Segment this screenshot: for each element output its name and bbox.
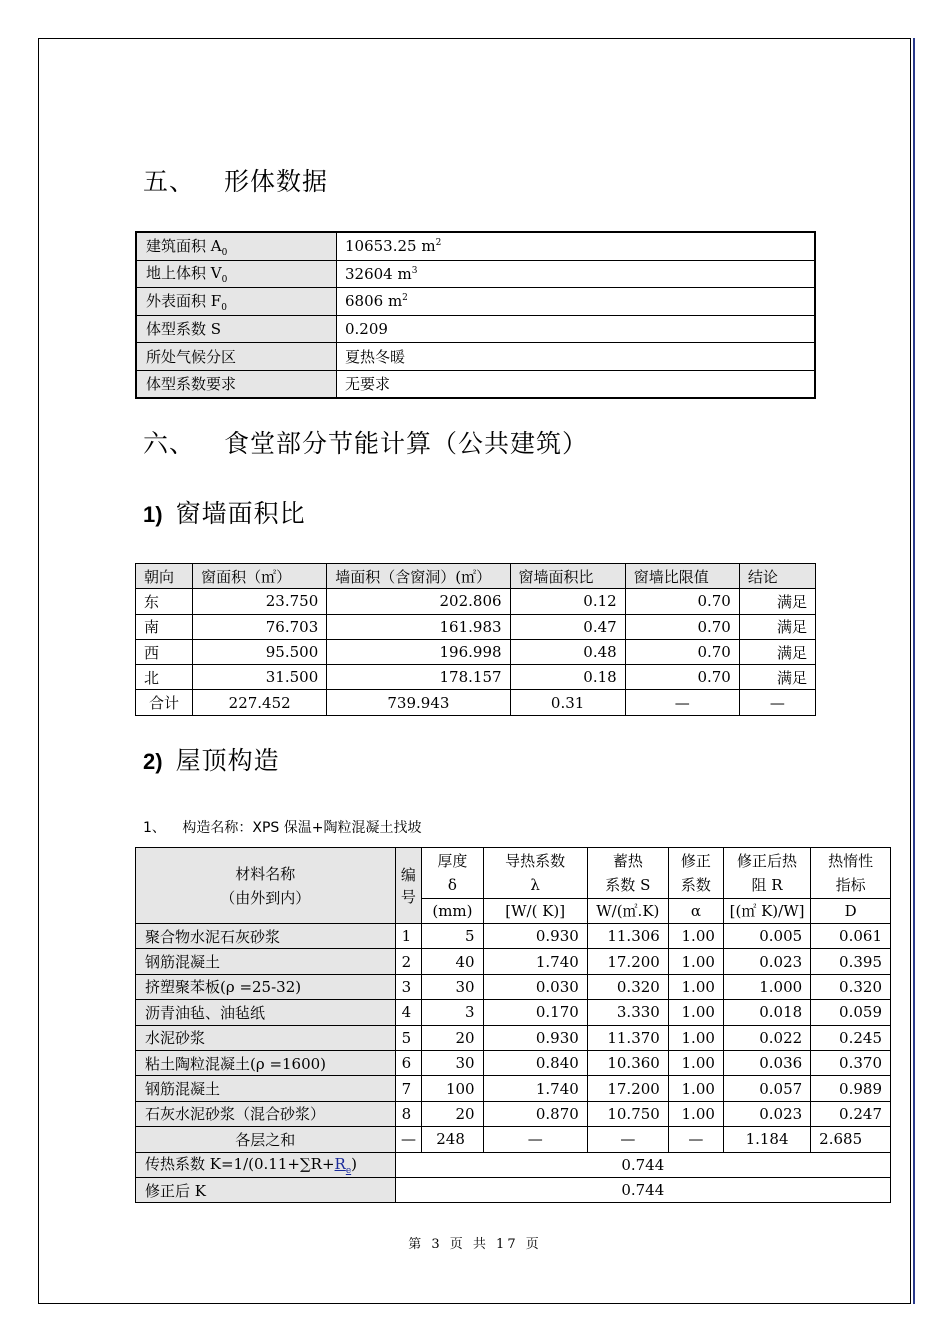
k-label <box>136 1152 396 1177</box>
window-column-header: 窗墙面积比 <box>510 564 625 589</box>
window-column-header: 墙面积（含窗洞）(㎡） <box>327 564 510 589</box>
window-wall-ratio-table <box>135 563 816 716</box>
roof-layer-cell: 0.395 <box>811 949 891 974</box>
k-corrected-row <box>136 1177 891 1202</box>
shape-value <box>337 232 816 260</box>
roof-layer-cell: 30 <box>422 1050 483 1075</box>
window-cell: 0.48 <box>510 639 625 664</box>
section-5-number: 五、 <box>143 167 196 196</box>
roof-layer-cell: 1.00 <box>668 949 723 974</box>
page-footer: 第 3 页 共 17 页 <box>408 1237 542 1252</box>
roof-layer-cell: 5 <box>395 1025 422 1050</box>
subsection-1-title: 窗墙面积比 <box>175 499 306 528</box>
roof-layer-cell: 1.00 <box>668 1025 723 1050</box>
section-6-number: 六、 <box>143 429 196 458</box>
correction-header <box>668 848 723 899</box>
shape-value-unit-exponent: 2 <box>402 293 408 304</box>
window-cell: 0.70 <box>625 589 739 614</box>
material-header <box>136 848 396 924</box>
shape-value-unit-exponent: 2 <box>435 238 442 249</box>
thickness-unit: (mm) <box>422 898 483 923</box>
window-cell: 0.70 <box>625 614 739 639</box>
roof-layer-cell: 1.00 <box>668 1050 723 1075</box>
roof-layer-cell: 11.306 <box>587 924 668 949</box>
window-total-row <box>136 690 816 715</box>
window-cell: 满足 <box>739 589 815 614</box>
roof-layer-cell: 粘土陶粒混凝土(ρ =1600) <box>136 1050 396 1075</box>
roof-layer-cell: 1.740 <box>483 949 587 974</box>
k-corrected-label: 修正后 K <box>136 1177 396 1202</box>
roof-layer-cell: 0.870 <box>483 1101 587 1126</box>
roof-layer-cell: 1.000 <box>723 974 810 999</box>
roof-layer-cell: 0.170 <box>483 1000 587 1025</box>
sum-resistance: 1.184 <box>723 1127 810 1152</box>
roof-layer-cell: 0.030 <box>483 974 587 999</box>
roof-layer-cell: 10.360 <box>587 1050 668 1075</box>
inertia-header-line-1: 热惰性 <box>828 851 874 870</box>
roof-layer-cell: 水泥砂浆 <box>136 1025 396 1050</box>
window-table-header <box>136 564 816 589</box>
roof-layer-row <box>136 924 891 949</box>
window-total-cell: — <box>625 690 739 715</box>
conductivity-header-line-1: 导热系数 <box>505 851 566 870</box>
shape-label <box>136 343 337 371</box>
roof-layer-cell: 聚合物水泥石灰砂浆 <box>136 924 396 949</box>
shape-value <box>337 315 816 343</box>
resistance-unit: [(㎡ K)/W] <box>723 898 810 923</box>
resistance-header <box>723 848 810 899</box>
shape-label-text: 所处气候分区 <box>146 347 237 366</box>
roof-layer-cell: 石灰水泥砂浆（混合砂浆） <box>136 1101 396 1126</box>
shape-row <box>136 288 815 316</box>
roof-layer-cell: 30 <box>422 974 483 999</box>
window-cell: 满足 <box>739 614 815 639</box>
shape-value-text: 夏热冬暖 <box>345 347 406 366</box>
window-cell: 95.500 <box>193 639 327 664</box>
shape-label <box>136 370 337 398</box>
window-cell: 0.12 <box>510 589 625 614</box>
window-cell: 满足 <box>739 665 815 690</box>
shape-label <box>136 288 337 316</box>
k-label-text: 传热系数 K=1/(0.11+∑R+ <box>145 1155 335 1174</box>
roof-layer-cell: 挤塑聚苯板(ρ =25-32) <box>136 974 396 999</box>
roof-layer-cell: 7 <box>395 1076 422 1101</box>
window-column-header: 朝向 <box>136 564 193 589</box>
window-row <box>136 614 816 639</box>
shape-row <box>136 343 815 371</box>
window-total-cell: — <box>739 690 815 715</box>
shape-value-text: 32604 m <box>345 264 412 283</box>
window-cell: 满足 <box>739 639 815 664</box>
roof-layer-row <box>136 1101 891 1126</box>
k-label-re: R <box>334 1155 346 1174</box>
roof-layer-cell: 11.370 <box>587 1025 668 1050</box>
construction-index: 1、 <box>143 820 166 836</box>
subsection-2-title: 屋顶构造 <box>175 746 280 775</box>
sum-heat-storage: — <box>587 1127 668 1152</box>
roof-layer-cell: 钢筋混凝土 <box>136 949 396 974</box>
roof-layer-cell: 3 <box>395 974 422 999</box>
roof-layer-cell: 8 <box>395 1101 422 1126</box>
shape-row <box>136 232 815 260</box>
roof-layer-cell: 0.023 <box>723 1101 810 1126</box>
roof-layer-row <box>136 949 891 974</box>
conductivity-unit: [W/( K)] <box>483 898 587 923</box>
shape-label-text: 外表面积 F <box>146 291 222 310</box>
roof-layer-cell: 17.200 <box>587 1076 668 1101</box>
shape-value-unit-exponent: 3 <box>411 265 418 276</box>
window-cell: 31.500 <box>193 665 327 690</box>
shape-row <box>136 315 815 343</box>
window-cell: 西 <box>136 639 193 664</box>
subsection-2-number: 2) <box>143 749 163 774</box>
subsection-1-number: 1) <box>143 502 163 527</box>
roof-layer-row <box>136 1050 891 1075</box>
roof-layer-cell: 6 <box>395 1050 422 1075</box>
shape-value <box>337 288 816 316</box>
roof-construction-table <box>135 847 891 1203</box>
inertia-header-line-2: 指标 <box>835 875 866 894</box>
roof-layer-cell: 17.200 <box>587 949 668 974</box>
roof-layer-cell: 0.061 <box>811 924 891 949</box>
roof-layer-cell: 20 <box>422 1101 483 1126</box>
thickness-header-line-1: 厚度 <box>437 851 468 870</box>
k-corrected-value: 0.744 <box>395 1177 890 1202</box>
roof-layer-cell: 0.989 <box>811 1076 891 1101</box>
roof-layer-cell: 0.930 <box>483 924 587 949</box>
roof-layer-cell: 1.740 <box>483 1076 587 1101</box>
resistance-header-line-2: 阻 R <box>751 875 783 894</box>
roof-sum-row <box>136 1127 891 1152</box>
window-row <box>136 665 816 690</box>
shape-label-text: 建筑面积 A <box>146 236 222 255</box>
roof-layer-row <box>136 974 891 999</box>
window-cell: 0.18 <box>510 665 625 690</box>
inertia-unit: D <box>811 898 891 923</box>
sum-no: — <box>395 1127 422 1152</box>
window-column-header: 窗面积（㎡） <box>193 564 327 589</box>
roof-layer-cell: 10.750 <box>587 1101 668 1126</box>
window-cell: 北 <box>136 665 193 690</box>
roof-layer-cell: 4 <box>395 1000 422 1025</box>
window-total-cell: 0.31 <box>510 690 625 715</box>
roof-layer-cell: 3.330 <box>587 1000 668 1025</box>
window-row <box>136 639 816 664</box>
window-cell: 0.70 <box>625 665 739 690</box>
conductivity-header-line-2: λ <box>530 875 540 894</box>
section-5-heading <box>143 162 328 198</box>
shape-value <box>337 370 816 398</box>
correction-header-line-2: 系数 <box>680 875 711 894</box>
roof-layer-cell: 0.320 <box>587 974 668 999</box>
inertia-header <box>811 848 891 899</box>
material-header-line-2: （由外到内） <box>220 888 311 907</box>
section-6-title: 食堂部分节能计算（公共建筑） <box>223 429 588 458</box>
k-label-re-sub: e <box>345 1166 352 1177</box>
roof-layer-cell: 0.022 <box>723 1025 810 1050</box>
shape-label <box>136 232 337 260</box>
roof-layer-cell: 2 <box>395 949 422 974</box>
roof-layer-cell: 0.370 <box>811 1050 891 1075</box>
shape-row <box>136 370 815 398</box>
roof-layer-cell: 0.018 <box>723 1000 810 1025</box>
roof-layer-cell: 0.245 <box>811 1025 891 1050</box>
shape-label-text: 体型系数要求 <box>146 375 237 394</box>
thickness-header-line-2: δ <box>447 875 457 894</box>
shape-label-subscript: 0 <box>221 275 228 286</box>
material-header-line-1: 材料名称 <box>235 864 296 883</box>
roof-layer-cell: 0.247 <box>811 1101 891 1126</box>
k-value-row <box>136 1152 891 1177</box>
subsection-1-heading <box>143 494 306 530</box>
shape-value-text: 6806 m <box>345 292 403 311</box>
shape-value-text: 0.209 <box>345 319 388 338</box>
roof-layer-cell: 钢筋混凝土 <box>136 1076 396 1101</box>
layer-no-header <box>395 848 422 924</box>
shape-label-text: 体型系数 S <box>146 320 222 339</box>
roof-layer-cell: 0.057 <box>723 1076 810 1101</box>
thickness-header <box>422 848 483 899</box>
shape-value <box>337 260 816 288</box>
window-total-cell: 227.452 <box>193 690 327 715</box>
correction-unit: α <box>668 898 723 923</box>
roof-layer-cell: 0.930 <box>483 1025 587 1050</box>
roof-layer-row <box>136 1076 891 1101</box>
roof-layer-cell: 20 <box>422 1025 483 1050</box>
shape-label-subscript: 0 <box>221 302 227 313</box>
window-cell: 23.750 <box>193 589 327 614</box>
shape-value-text: 无要求 <box>345 375 391 394</box>
page-right-rule <box>913 38 915 1304</box>
section-6-heading <box>143 424 588 460</box>
shape-data-table <box>135 231 816 399</box>
window-column-header: 窗墙比限值 <box>625 564 739 589</box>
window-cell: 0.70 <box>625 639 739 664</box>
roof-layer-cell: 3 <box>422 1000 483 1025</box>
window-cell: 161.983 <box>327 614 510 639</box>
roof-layer-cell: 40 <box>422 949 483 974</box>
construction-name-line <box>143 817 421 837</box>
layer-no-header-line-2: 号 <box>400 887 416 906</box>
roof-layer-row <box>136 1000 891 1025</box>
roof-layer-cell: 1 <box>395 924 422 949</box>
sum-conductivity: — <box>483 1127 587 1152</box>
shape-label <box>136 315 337 343</box>
construction-name: 构造名称：XPS 保温+陶粒混凝土找坡 <box>182 820 422 836</box>
window-cell: 202.806 <box>327 589 510 614</box>
shape-value-text: 10653.25 m <box>345 237 436 256</box>
window-cell: 南 <box>136 614 193 639</box>
heat-storage-header <box>587 848 668 899</box>
roof-layer-cell: 0.059 <box>811 1000 891 1025</box>
layer-no-header-line-1: 编 <box>400 865 416 884</box>
window-cell: 0.47 <box>510 614 625 639</box>
sum-label: 各层之和 <box>136 1127 396 1152</box>
roof-layer-cell: 0.320 <box>811 974 891 999</box>
section-5-title: 形体数据 <box>223 167 328 196</box>
window-cell: 76.703 <box>193 614 327 639</box>
heat-storage-header-line-1: 蓄热 <box>612 851 643 870</box>
shape-row <box>136 260 815 288</box>
roof-layer-cell: 1.00 <box>668 1076 723 1101</box>
sum-inertia: 2.685 <box>811 1127 891 1152</box>
roof-layer-cell: 0.023 <box>723 949 810 974</box>
roof-layer-cell: 0.005 <box>723 924 810 949</box>
shape-label-text: 地上体积 V <box>146 264 222 283</box>
window-total-cell: 739.943 <box>327 690 510 715</box>
heat-storage-unit: W/(㎡.K) <box>587 898 668 923</box>
shape-value <box>337 343 816 371</box>
roof-layer-cell: 1.00 <box>668 924 723 949</box>
sum-thickness: 248 <box>422 1127 483 1152</box>
window-total-cell: 合计 <box>136 690 193 715</box>
shape-label-subscript: 0 <box>221 247 228 258</box>
roof-layer-cell: 0.036 <box>723 1050 810 1075</box>
shape-label <box>136 260 337 288</box>
correction-header-line-1: 修正 <box>680 851 711 870</box>
roof-layer-cell: 5 <box>422 924 483 949</box>
window-column-header: 结论 <box>739 564 815 589</box>
k-label-close: ) <box>351 1155 358 1174</box>
roof-layer-cell: 1.00 <box>668 1000 723 1025</box>
roof-layer-cell: 沥青油毡、油毡纸 <box>136 1000 396 1025</box>
sum-correction: — <box>668 1127 723 1152</box>
k-value: 0.744 <box>395 1152 890 1177</box>
resistance-header-line-1: 修正后热 <box>737 851 798 870</box>
window-row <box>136 589 816 614</box>
heat-storage-header-line-2: 系数 S <box>605 875 651 894</box>
conductivity-header <box>483 848 587 899</box>
roof-layer-cell: 100 <box>422 1076 483 1101</box>
window-cell: 196.998 <box>327 639 510 664</box>
roof-layer-cell: 0.840 <box>483 1050 587 1075</box>
roof-layer-cell: 1.00 <box>668 974 723 999</box>
window-cell: 东 <box>136 589 193 614</box>
roof-layer-row <box>136 1025 891 1050</box>
roof-layer-cell: 1.00 <box>668 1101 723 1126</box>
window-cell: 178.157 <box>327 665 510 690</box>
subsection-2-heading <box>143 741 280 777</box>
